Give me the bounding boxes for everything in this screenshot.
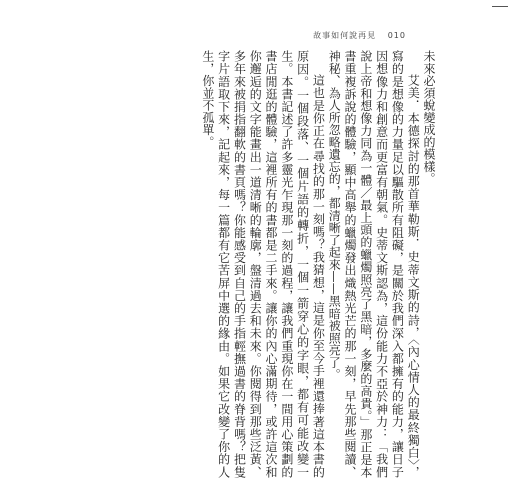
paragraph: 艾美．本德探討的那首華勒斯．史蒂文斯的詩，〈內心情人的最終獨白〉，寫的是想像的力量足以驅散所有阻礙，是關於我們深入都擁有的能力，讓日子因想像力和創意而更富有朝氣。史蒂文斯認為，這份能力不亞於神力：「我們說上帝和想像力同為一體／最上頭的蠟燭照亮了黑暗，多麼的高貴。」那正是本書重複訴說的體驗，顯中高舉的蠟燭發出熾熱光芒的那一刻，早先那些閱讀、神秘、為人所忽略遺忘的，都清晰了起來——黑暗被照亮了。 [327, 50, 421, 478]
corner-rule [492, 6, 508, 7]
running-header [305, 30, 406, 41]
body-text [76, 50, 436, 478]
paragraph: 未來必須蛻變成的模樣。 [422, 50, 436, 185]
book-title: 故事如何說再見 [313, 31, 377, 40]
page-number: 010 [387, 31, 406, 40]
paragraph: 這也是你正在尋找的那一刻嗎？我猜想，這是你至今手裡還捧著這本書的原因。一個段落、一個片語的轉折，一個一箭穿心的字眼，都有可能改變一生。本書記述了許多靈光乍現那一刻的過程，讓我們重現你在一間用心策劃的書店閒逛的體驗，這裡所有的書都是二手來。讓你的內心滿期待，或許這次和你邂逅的文字能畫出一道清晰的輪廓，盤清過去和未來。你閱得到那些泛黃、多年來被捐指翻軟的書頁嗎？你能感受到自己的手指輕撫過書的脊背嗎？把隻字片語取下來，記起來，每一篇都有它苦屏中選的緣由。如果它改變了你的人生，你並不孤單。 [200, 50, 326, 478]
